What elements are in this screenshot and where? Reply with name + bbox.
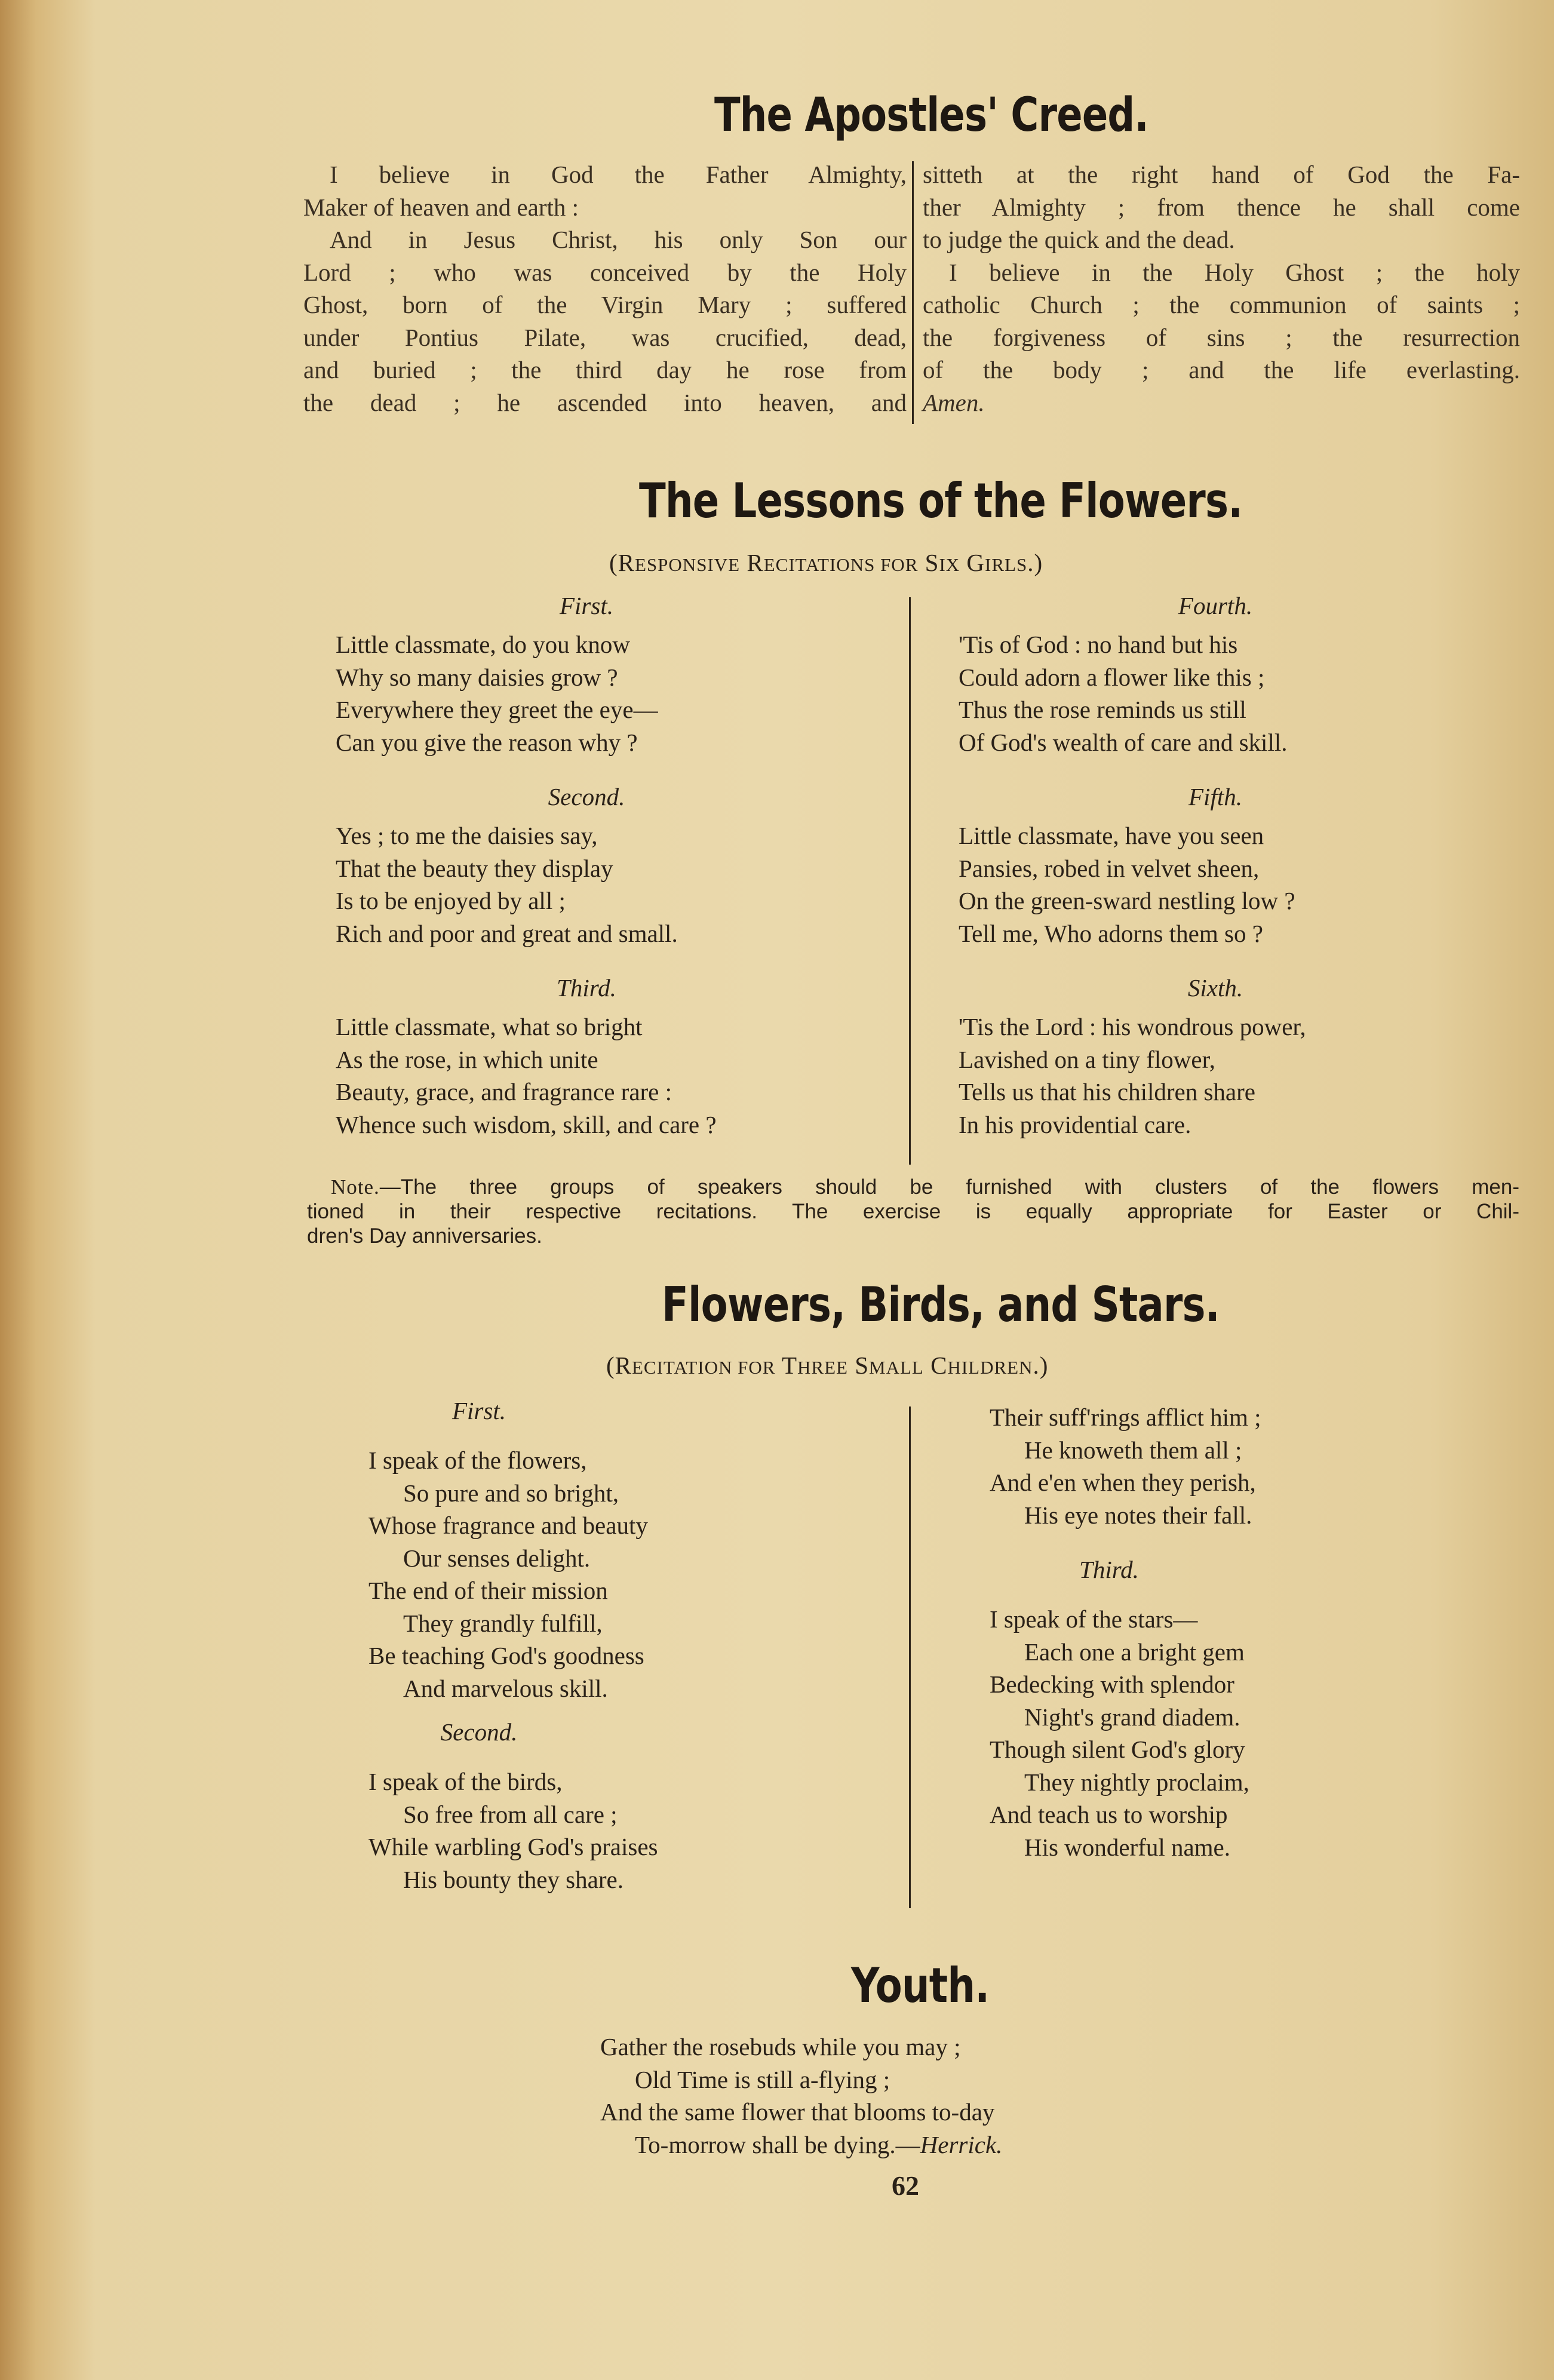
verse-line: His bounty they share. (403, 1865, 624, 1893)
part-heading: First. (452, 1397, 506, 1424)
verse-line: And e'en when they perish, (990, 1469, 1256, 1496)
verse-line: Thus the rose reminds us still (959, 696, 1246, 723)
verse-line: Tells us that his children share (959, 1078, 1255, 1105)
verse-line: Their suff'rings afflict him ; (990, 1404, 1261, 1431)
column-divider (912, 161, 914, 424)
part-heading: Second. (440, 1718, 518, 1746)
youth-title: Youth. (851, 1958, 990, 2013)
fbs-left-column (368, 1396, 894, 1896)
part-heading: Fifth. (1188, 783, 1242, 810)
verse-line: Though silent God's glory (990, 1736, 1245, 1763)
creed-line: And in Jesus Christ, his only Son our (330, 226, 907, 253)
creed-title: The Apostles' Creed. (714, 88, 1148, 142)
part-heading: Second. (548, 783, 625, 810)
verse-line: Old Time is still a-flying ; (635, 2065, 890, 2093)
verse-line: I speak of the birds, (368, 1768, 563, 1795)
verse-line: Of God's wealth of care and skill. (959, 728, 1288, 756)
note-line: dren's Day anniversaries. (307, 1224, 542, 1248)
verse-line: And the same flower that blooms to-day (600, 2098, 995, 2126)
note-line: tioned in their respective recitations. The exercise is equally appropriate for Easter or Chil- (307, 1200, 1519, 1223)
creed-line: ther Almighty ; from thence he shall come (923, 193, 1520, 221)
verse-line: 'Tis of God : no hand but his (959, 631, 1238, 658)
lessons-left-column (336, 591, 885, 1141)
verse-line: So free from all care ; (403, 1800, 618, 1828)
verse-line: Pansies, robed in velvet sheen, (959, 854, 1260, 882)
part-heading: First. (560, 592, 613, 619)
creed-left-column (303, 158, 907, 419)
creed-line: the forgiveness of sins ; the resurrection (923, 323, 1520, 351)
creed-line: of the body ; and the life everlasting. (923, 356, 1520, 383)
creed-line: sitteth at the right hand of God the Fa- (923, 161, 1520, 188)
verse-line: Yes ; to me the daisies say, (336, 822, 598, 849)
creed-line: I believe in God the Father Almighty, (330, 161, 907, 188)
youth-verse (600, 2031, 1377, 2161)
verse-line: Be teaching God's goodness (368, 1642, 644, 1669)
verse-line: And teach us to worship (990, 1801, 1228, 1828)
creed-line: under Pontius Pilate, was crucified, dead, (303, 323, 907, 351)
creed-line: catholic Church ; the communion of saints ; (923, 291, 1520, 318)
verse-line: Is to be enjoyed by all ; (336, 887, 566, 914)
fbs-right-column (990, 1401, 1515, 1863)
part-heading: Third. (1079, 1556, 1139, 1583)
part-heading: Fourth. (1178, 592, 1253, 619)
verse-line: Beauty, grace, and fragrance rare : (336, 1078, 672, 1105)
verse-line: Tell me, Who adorns them so ? (959, 919, 1263, 947)
creed-right-column (923, 158, 1520, 419)
note-line: —The three groups of speakers should be furnished with clusters of the flowers men- (379, 1175, 1519, 1199)
creed-line: and buried ; the third day he rose from (303, 356, 907, 383)
verse-line: Gather the rosebuds while you may ; (600, 2033, 961, 2060)
verse-line: That the beauty they display (336, 854, 613, 882)
verse-line: His wonderful name. (1024, 1833, 1230, 1861)
fbs-title: Flowers, Birds, and Stars. (662, 1277, 1220, 1332)
note-label: Note. (331, 1175, 380, 1199)
lessons-title: The Lessons of the Flowers. (639, 473, 1243, 529)
verse-line: And marvelous skill. (403, 1674, 608, 1702)
verse-line: Whence such wisdom, skill, and care ? (336, 1110, 717, 1138)
creed-line: the dead ; he ascended into heaven, and (303, 388, 907, 416)
part-heading: Third. (557, 974, 616, 1002)
creed-line: I believe in the Holy Ghost ; the holy (949, 258, 1520, 286)
verse-line: I speak of the stars— (990, 1605, 1198, 1633)
creed-line: Maker of heaven and earth : (303, 193, 579, 221)
verse-line: Rich and poor and great and small. (336, 919, 678, 947)
lessons-right-column (959, 591, 1508, 1141)
verse-line: In his providential care. (959, 1110, 1191, 1138)
verse-line: Could adorn a flower like this ; (959, 663, 1265, 691)
verse-line: While warbling God's praises (368, 1833, 658, 1860)
verse-line: They grandly fulfill, (403, 1609, 603, 1637)
verse-line: Our senses delight. (403, 1544, 591, 1572)
verse-line: They nightly proclaim, (1024, 1768, 1249, 1796)
column-divider (909, 597, 911, 1165)
verse-line: Everywhere they greet the eye— (336, 696, 658, 723)
verse-line: Whose fragrance and beauty (368, 1512, 648, 1539)
youth-author: Herrick. (920, 2130, 1003, 2158)
page-number: 62 (892, 2170, 919, 2201)
verse-line: Little classmate, have you seen (959, 822, 1264, 849)
verse-line: He knoweth them all ; (1024, 1436, 1242, 1464)
verse-line: 'Tis the Lord : his wondrous power, (959, 1013, 1306, 1040)
verse-line: I speak of the flowers, (368, 1447, 587, 1474)
creed-line: Ghost, born of the Virgin Mary ; suffered (303, 291, 907, 318)
creed-amen: Amen. (923, 388, 985, 416)
verse-line: The end of their mission (368, 1577, 608, 1604)
verse-line: His eye notes their fall. (1024, 1501, 1252, 1529)
verse-line: Lavished on a tiny flower, (959, 1045, 1215, 1073)
creed-line: to judge the quick and the dead. (923, 226, 1235, 253)
verse-line: So pure and so bright, (403, 1479, 619, 1507)
verse-line: To-morrow shall be dying.— (635, 2130, 920, 2158)
verse-line: Little classmate, what so bright (336, 1013, 643, 1040)
verse-line: Can you give the reason why ? (336, 728, 638, 756)
verse-line: As the rose, in which unite (336, 1045, 598, 1073)
verse-line: Little classmate, do you know (336, 631, 631, 658)
note-paragraph (307, 1175, 1519, 1248)
verse-line: Night's grand diadem. (1024, 1703, 1240, 1731)
part-heading: Sixth. (1187, 974, 1243, 1002)
creed-line: Lord ; who was conceived by the Holy (303, 258, 907, 286)
verse-line: Bedecking with splendor (990, 1670, 1234, 1698)
verse-line: Each one a bright gem (1024, 1638, 1245, 1666)
fbs-subtitle: (RECITATION FOR THREE SMALL CHILDREN.) (606, 1352, 1049, 1379)
lessons-subtitle: (RESPONSIVE RECITATIONS FOR SIX GIRLS.) (609, 549, 1043, 576)
verse-line: Why so many daisies grow ? (336, 663, 618, 691)
verse-line: On the green-sward nestling low ? (959, 887, 1295, 914)
column-divider (909, 1406, 911, 1908)
